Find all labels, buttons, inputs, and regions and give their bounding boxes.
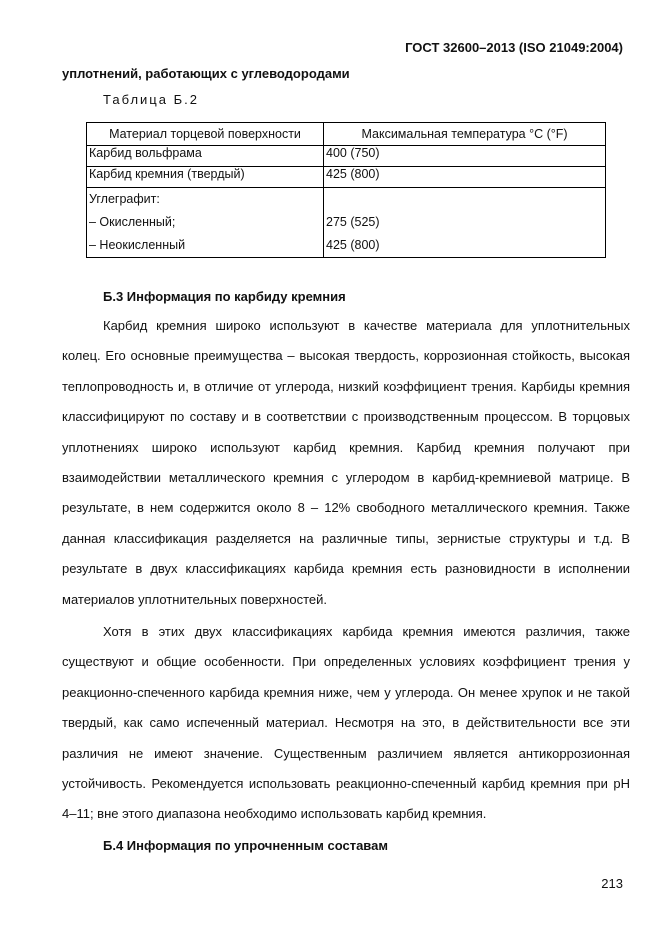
group-item-label: – Окисленный; — [89, 215, 176, 229]
table-caption: Таблица Б.2 — [103, 92, 199, 107]
empty-line — [326, 188, 603, 211]
page-number: 213 — [601, 876, 623, 891]
group-item-value: 275 (525) — [326, 215, 380, 229]
section-heading-b3: Б.3 Информация по карбиду кремния — [103, 289, 346, 304]
material-group-cell — [87, 188, 324, 258]
group-item-value: 425 (800) — [326, 238, 380, 252]
section-heading-b4: Б.4 Информация по упрочненным составам — [103, 838, 388, 853]
group-title: Углеграфит: — [89, 192, 160, 206]
continued-heading: уплотнений, работающих с углеводородами — [62, 66, 350, 81]
paragraph: Карбид кремния широко используют в качестве материала для уплотнительных колец. Его основные преимущества – высокая твердость, коррозионная стойкость, высокая теплопроводность и, в отличие от углерода, низкий коэффициент трения. Карбиды кремния классифицируют по составу и в соответствии с производственным процессом. В торцовых уплотнениях широко используют карбид кремния. Карбид кремния получают при взаимодействии металлического кремния с углеродом в карбид-кремниевой матрице. В результате, в нем содержится около 8 – 12% свободного металлического кремния. Также данная классификация разделяется на различные типы, зернистые структуры и т.д. В результате в двух классификациях карбида кремния есть разновидности в исполнении материалов уплотнительных поверхностей. — [62, 318, 630, 607]
document-header: ГОСТ 32600–2013 (ISO 21049:2004) — [405, 40, 623, 55]
material-cell: Карбид вольфрама — [87, 146, 324, 167]
column-header-temperature: Максимальная температура °С (°F) — [324, 123, 606, 146]
table-row-group — [87, 188, 606, 258]
paragraph: Хотя в этих двух классификациях карбида кремния имеются различия, также существуют и общие особенности. При определенных условиях коэффициент трения у реакционно-спеченного карбида кремния ниже, чем у углерода. Он менее хрупок и не такой твердый, как само испеченный материал. Несмотря на это, в действительности все эти различия не имеют значение. Существенным различием является антикоррозионная устойчивость. Рекомендуется использовать реакционно-спеченный карбид кремния при рН 4–11; вне этого диапазона необходимо использовать карбид кремния. — [62, 624, 630, 822]
table-header-row — [87, 123, 606, 146]
temperature-cell: 425 (800) — [324, 167, 606, 188]
temperature-cell: 400 (750) — [324, 146, 606, 167]
column-header-material: Материал торцевой поверхности — [87, 123, 324, 146]
materials-temperature-table — [86, 122, 606, 258]
table-row — [87, 167, 606, 188]
group-item-label: – Неокисленный — [89, 238, 186, 252]
material-cell: Карбид кремния (твердый) — [87, 167, 324, 188]
temperature-group-cell — [324, 188, 606, 258]
table-row — [87, 146, 606, 167]
